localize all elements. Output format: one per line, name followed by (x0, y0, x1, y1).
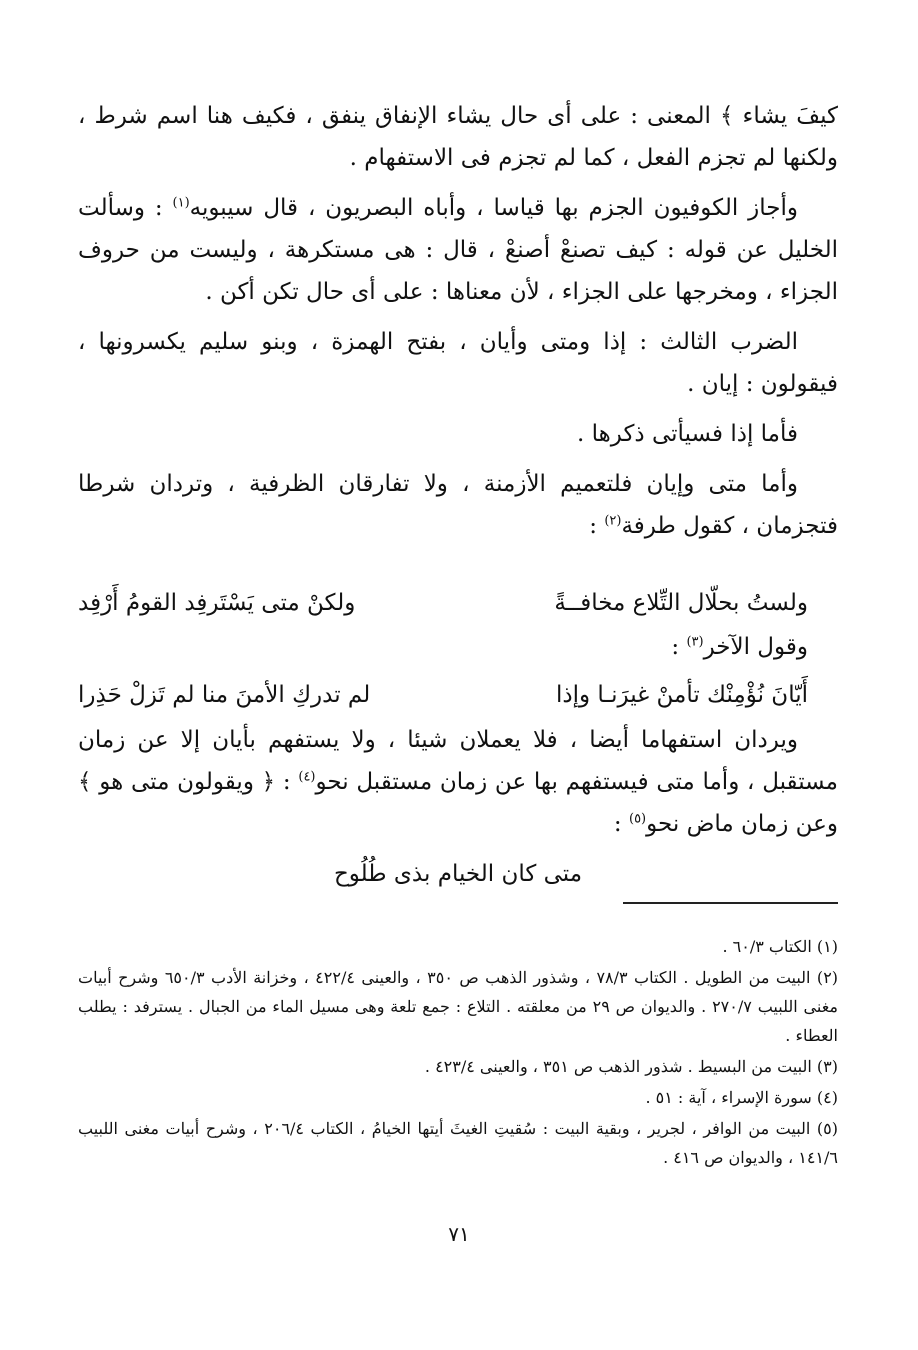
verse-2-first-hemistich: أَيّانَ نُؤْمِنْك تأمنْ غيرَنـا وإذا (555, 682, 808, 708)
verse-2-second-hemistich: لم تدركِ الأمنَ منا لم تَزلْ حَذِرا (78, 682, 371, 708)
spacer (78, 555, 838, 575)
paragraph-1 (78, 95, 838, 179)
verse-1-second-hemistich: ولكنْ متى يَسْتَرفِد القومُ أَرْفِد (78, 590, 356, 616)
verse-1-first-hemistich: ولستُ بحلّال التِّلاع مخافــةً (554, 590, 808, 616)
paragraph-6-text: ويردان استفهاما أيضا ، فلا يعملان شيئا ، ولا يستفهم بأيان إلا عن زمان مستقبل ، وأما متى فيستفهم بها عن زمان مستقبل نحو (78, 727, 838, 795)
paragraph-4 (78, 413, 838, 455)
paragraph-5-text-after: : (589, 513, 605, 539)
verse-3: متى كان الخيام بذى طُلُوح (333, 861, 583, 887)
paragraph-4-text: فأما إذا فسيأتى ذكرها . (577, 421, 798, 447)
verse-2 (78, 673, 808, 717)
footnote-3: (٣) البيت من البسيط . شذور الذهب ص ٣٥١ ، والعينى ٤٢٣/٤ . (424, 1057, 838, 1076)
verse-1 (78, 581, 808, 625)
paragraph-5 (78, 463, 838, 547)
paragraph-2-text-after: : وسألت الخليل عن قوله : كيف تصنعْ أصنعْ ، قال : هى مستكرهة ، وليست من حروف الجزاء ، ومخرجها على الجزاء ، لأن معناها : على أى حال تكن أكن . (78, 195, 838, 305)
footnote-ref-4: (٤) (298, 769, 316, 785)
verse-2-intro (78, 627, 808, 667)
main-text (78, 95, 838, 895)
verse-2-intro-after: : (671, 634, 687, 660)
footnote-5: (٥) البيت من الوافر ، لجرير ، وبقية البيت : سُقيتِ الغيثَ أيتها الخيامُ ، الكتاب ٢٠٦/٤ ، وشرح أبيات مغنى اللبيب ١٤١/٦ ، والديوان ص ٤١٦ . (78, 1119, 838, 1167)
paragraph-2-text: وأجاز الكوفيون الجزم بها قياسا ، وأباه البصريون ، قال سيبويه (189, 195, 798, 221)
footnote-divider (623, 902, 838, 904)
paragraph-1-text: كيفَ يشاء ﴾ المعنى : على أى حال يشاء الإنفاق ينفق ، فكيف هنا اسم شرط ، ولكنها لم تجزم الفعل ، كما لم تجزم فى الاستفهام . (78, 103, 838, 171)
footnote-4: (٤) سورة الإسراء ، آية : ٥١ . (645, 1088, 838, 1107)
footnote-ref-3: (٣) (686, 634, 704, 650)
paragraph-6-text-mid: : ﴿ ويقولون متى هو ﴾ وعن زمان ماض نحو (78, 769, 838, 837)
footnote-ref-2: (٢) (604, 513, 622, 529)
footnotes (78, 932, 838, 1174)
paragraph-5-text: وأما متى وإيان فلتعميم الأزمنة ، ولا تفارقان الظرفية ، وتردان شرطا فتجزمان ، كقول طرفة (78, 471, 838, 539)
paragraph-6-text-after: : (613, 811, 629, 837)
page-number: ٧١ (448, 1222, 470, 1246)
footnote-ref-5: (٥) (628, 811, 647, 827)
footnote-ref-1: (١) (172, 195, 190, 211)
paragraph-3 (78, 321, 838, 405)
footnote-2: (٢) البيت من الطويل . الكتاب ٧٨/٣ ، وشذور الذهب ص ٣٥٠ ، والعينى ٤٢٢/٤ ، وخزانة الأدب ٦٥٠/٣ وشرح أبيات مغنى اللبيب ٢٧٠/٧ . والديوان ص ٢٩ من معلقته . التلاع : جمع تلعة وهى مسيل الماء من الجبال . يسترفد : يطلب العطاء . (78, 968, 839, 1045)
paragraph-3-text: الضرب الثالث : إذا ومتى وأيان ، بفتح الهمزة ، وبنو سليم يكسرونها ، فيقولون : إيان . (78, 329, 838, 397)
verse-2-intro-text: وقول الآخر (703, 634, 808, 660)
paragraph-6 (78, 719, 838, 845)
footnote-1: (١) الكتاب ٦٠/٣ . (722, 937, 838, 956)
paragraph-2 (78, 187, 838, 313)
